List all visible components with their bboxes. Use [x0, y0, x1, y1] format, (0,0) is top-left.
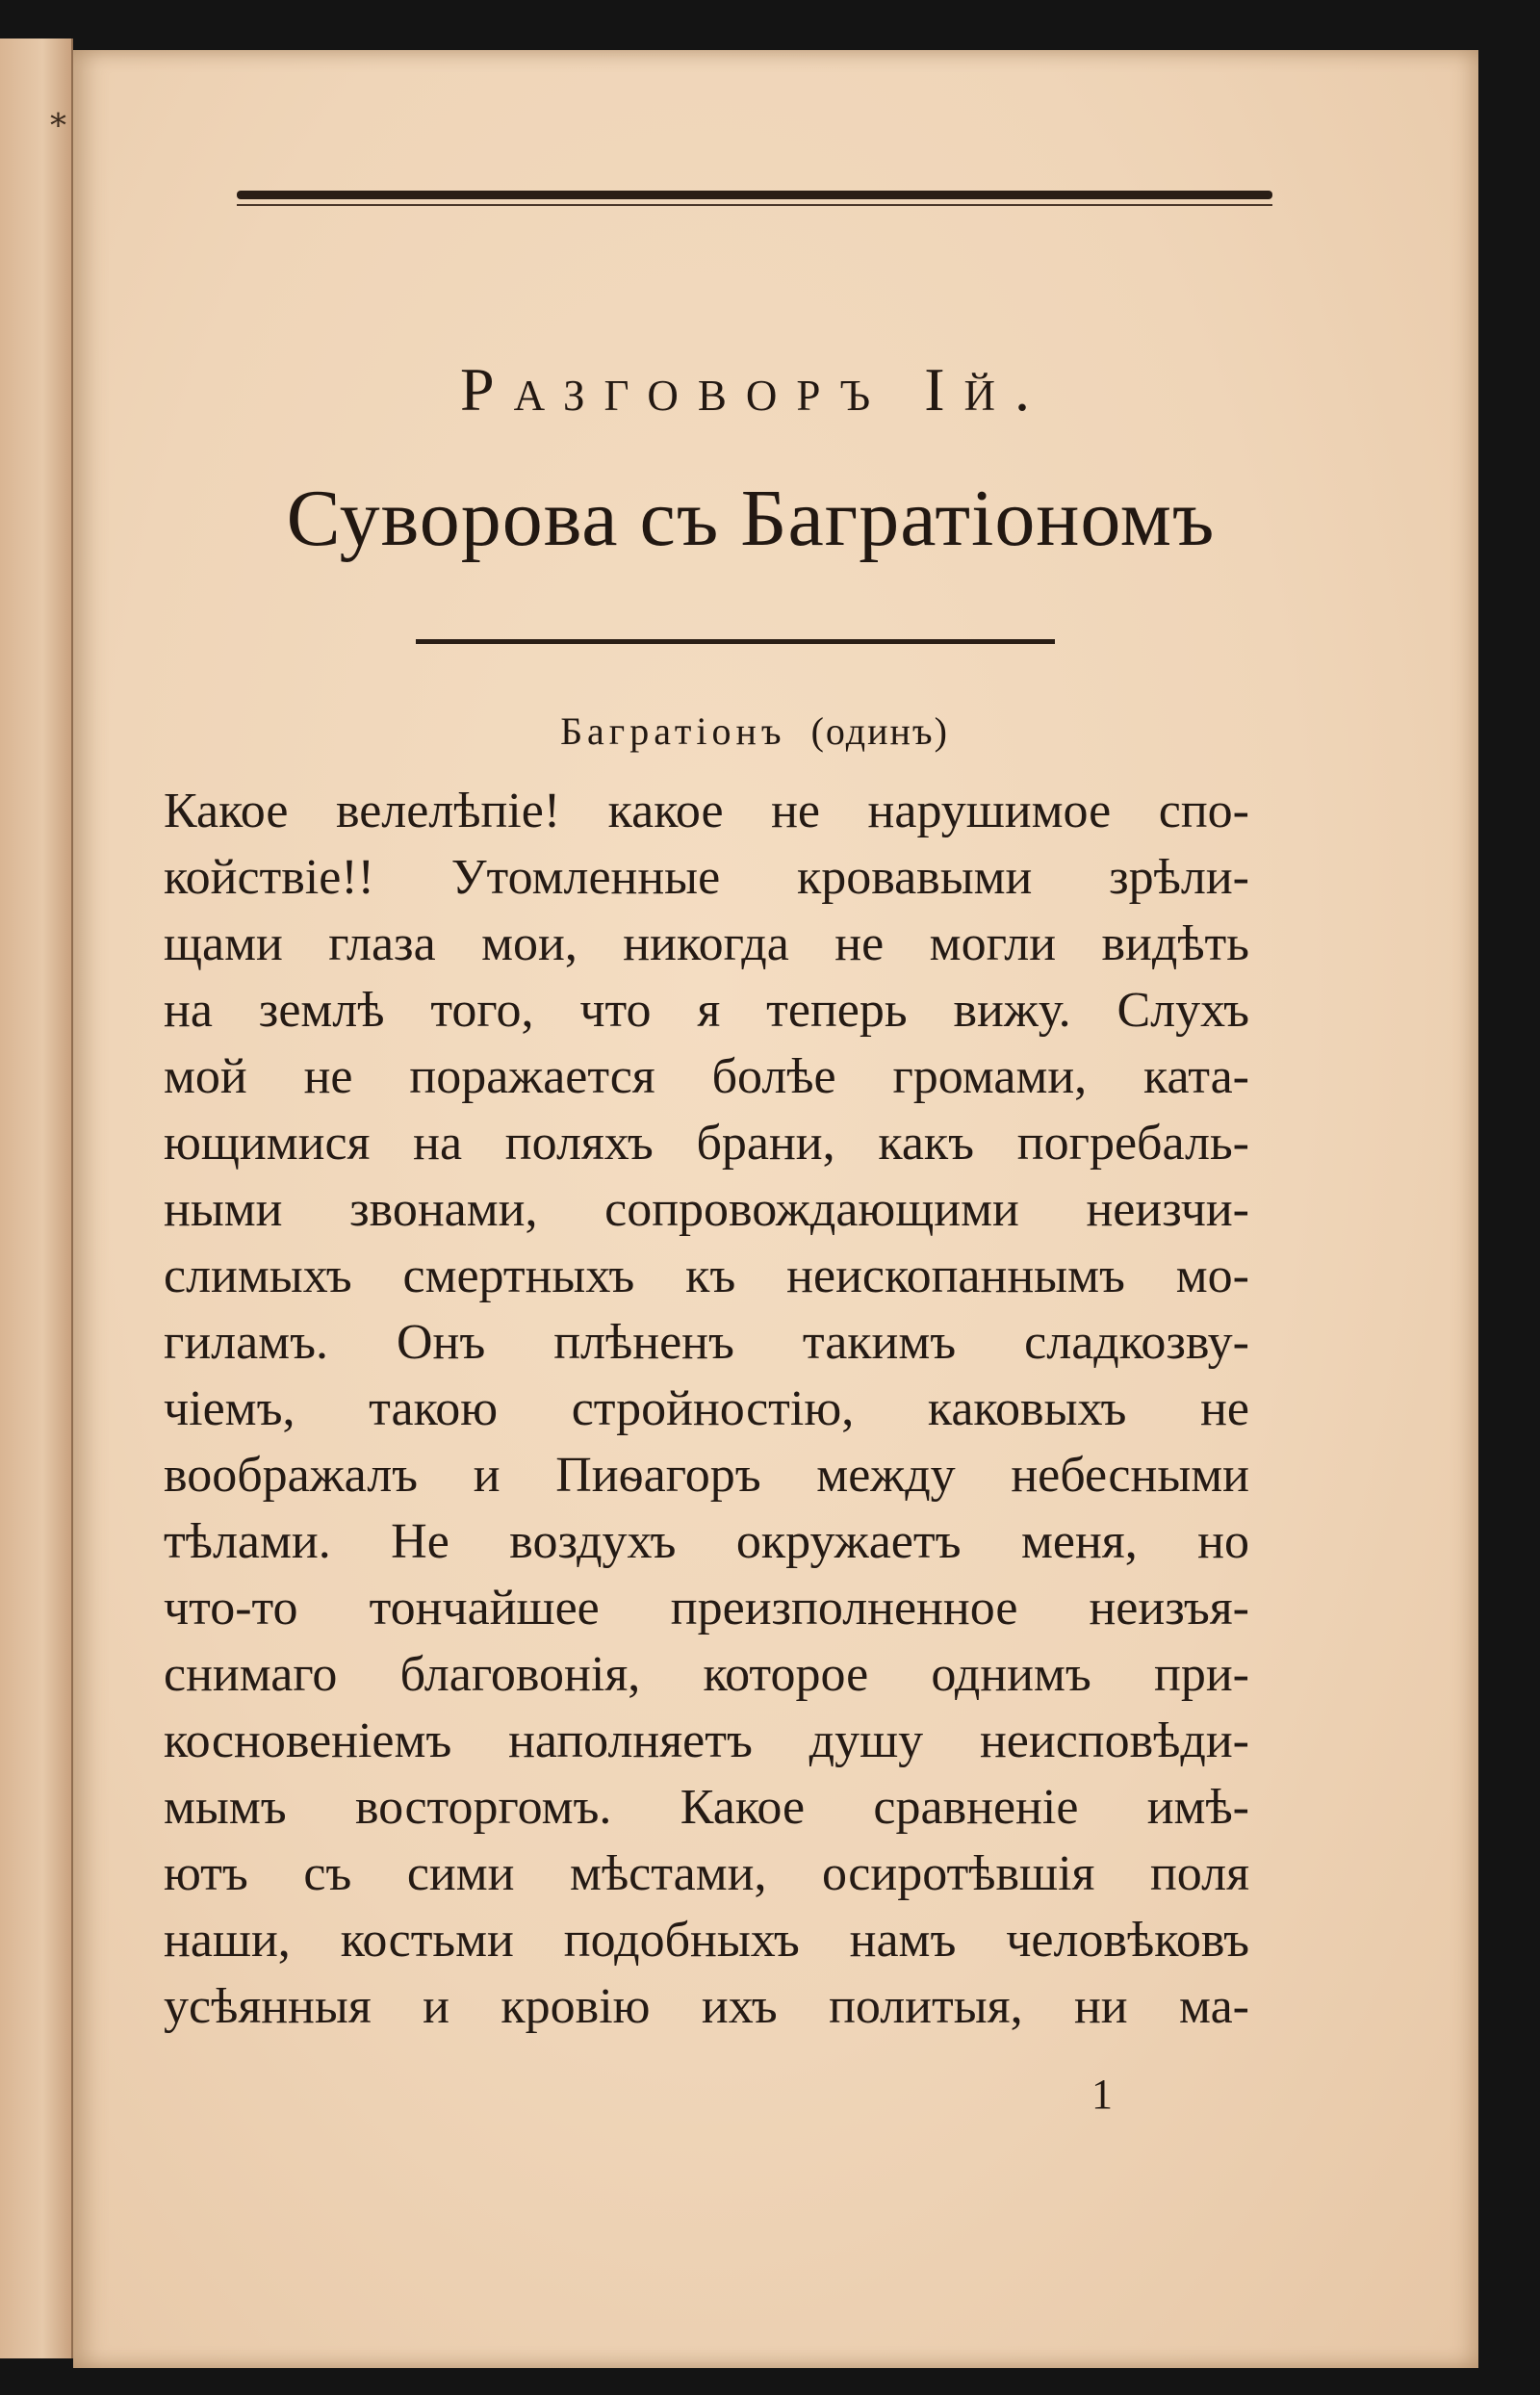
speaker-note: (одинъ) [810, 709, 949, 753]
text-line: снимаго благовонiя, которое однимъ при- [164, 1647, 1249, 1702]
text-line: койствiе!! Утомленные кровавыми зрѣли- [164, 850, 1249, 905]
header-rule [237, 191, 1272, 199]
text-line: воображалъ и Пиѳагоръ между небесными [164, 1448, 1249, 1503]
facing-page-edge [0, 39, 73, 2358]
text-line: мымъ восторгомъ. Какое сравненiе имѣ- [164, 1780, 1249, 1835]
speaker-line [237, 708, 1272, 754]
dialogue-subheading: Суворова съ Багратiономъ [286, 474, 1216, 563]
text-line: ными звонами, сопровождающими неизчи- [164, 1182, 1249, 1237]
text-line: гиламъ. Онъ плѣненъ такимъ сладкозву- [164, 1315, 1249, 1370]
body-text [164, 778, 1249, 2040]
text-line: тѣлами. Не воздухъ окружаетъ меня, но [164, 1514, 1249, 1569]
text-line: мой не поражается болѣе громами, ката- [164, 1049, 1249, 1104]
text-line: Какое велелѣпiе! какое не нарушимое спо- [164, 784, 1249, 838]
text-line: ютъ съ сими мѣстами, осиротѣвшiя поля [164, 1846, 1249, 1901]
dialogue-heading: Разговоръ Iй. [459, 355, 1050, 424]
section-rule [416, 639, 1055, 644]
text-line: ющимися на поляхъ брани, какъ погребаль- [164, 1116, 1249, 1171]
signature-mark: 1 [1091, 2071, 1113, 2118]
text-line: усѣянныя и кровiю ихъ политыя, ни ма- [164, 1979, 1249, 2034]
text-line: щами глаза мои, никогда не могли видѣть [164, 916, 1249, 971]
text-line: что-то тончайшее преизполненное неизъя- [164, 1581, 1249, 1635]
binding-mark: ⁎ [50, 98, 66, 134]
text-line: косновенiемъ наполняетъ душу неисповѣди- [164, 1713, 1249, 1768]
text-line: на землѣ того, что я теперь вижу. Слухъ [164, 983, 1249, 1038]
speaker-name: Багратiонъ [560, 709, 786, 753]
text-line: слимыхъ смертныхъ къ неископаннымъ мо- [164, 1249, 1249, 1303]
text-line: наши, костьми подобныхъ намъ человѣковъ [164, 1913, 1249, 1968]
text-line: чiемъ, такою стройностiю, каковыхъ не [164, 1381, 1249, 1436]
